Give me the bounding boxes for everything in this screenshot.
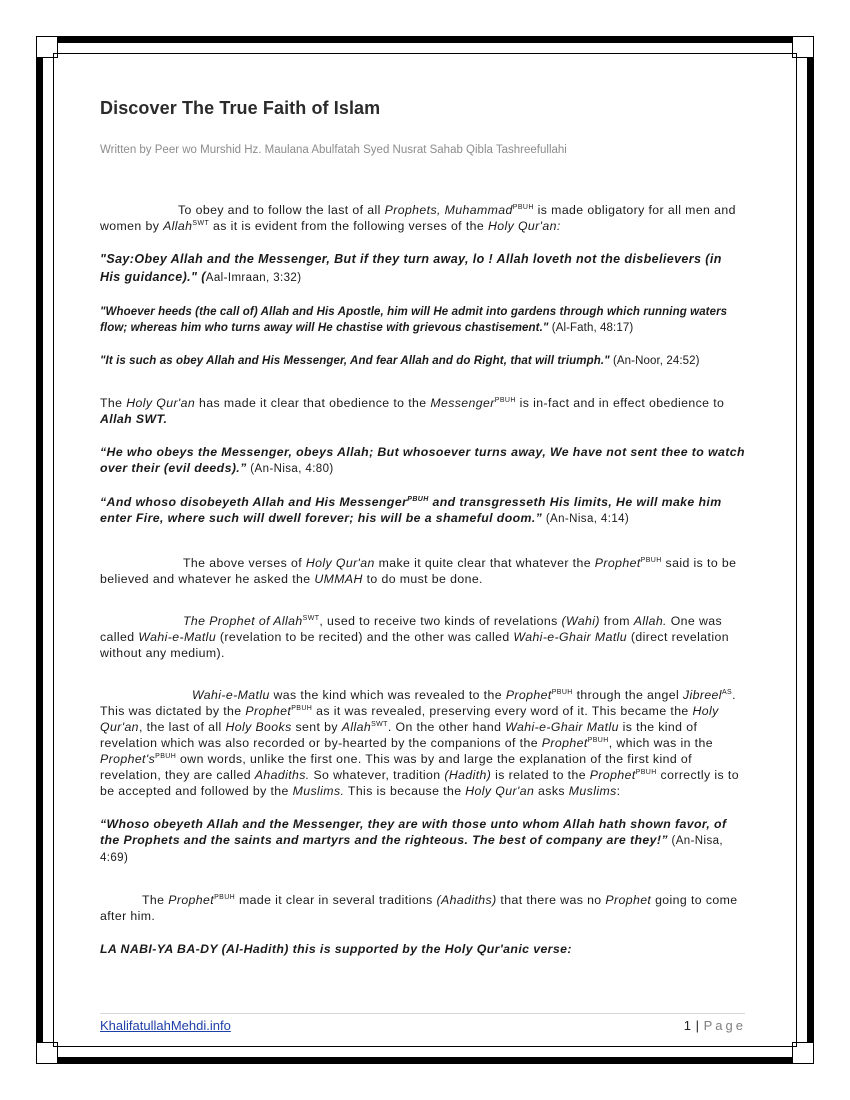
paragraph-last-prophet: The Prophet$^{PBUH}$ made it clear in several traditions (Ahadiths) that there was no Prophet going to come after him. [100, 893, 738, 923]
paragraph-verses-clear: The above verses of Holy Qur'an make it quite clear that whatever the Prophet$^{PBUH}$ said is to be believed and whatever he asked the UMMAH to do must be done. [100, 556, 737, 586]
paragraph-obedience: The Holy Qur'an has made it clear that obedience to the Messenger$^{PBUH}$ is in-fact and in effect obedience to Allah SWT. [100, 396, 725, 426]
author-byline: Written by Peer wo Murshid Hz. Maulana Abulfatah Syed Nusrat Sahab Qibla Tashreefullahi [100, 144, 567, 156]
footer-website-link[interactable]: KhalifatullahMehdi.info [100, 1018, 231, 1033]
quote-aal-imraan: "Say:Obey Allah and the Messenger, But if they turn away, lo ! Allah loveth not the disbelievers (in His guidance)." (Aal-Imraan, 3:32) [100, 252, 722, 284]
document-body [100, 98, 745, 957]
border-corner [36, 36, 58, 58]
footer-divider [100, 1013, 745, 1014]
quote-an-noor: "It is such as obey Allah and His Messenger, And fear Allah and do Right, that will triumph." (An-Noor, 24:52) [100, 355, 700, 367]
quote-an-nisa-14: “And whoso disobeyeth Allah and His Messenger$^{PBUH}$ and transgresseth His limits, He will make him enter Fire, where such will dwell forever; his will be a shameful doom.” (An-Nisa, 4:14) [100, 495, 722, 525]
paragraph-revelations: The Prophet of Allah$^{SWT}$, used to receive two kinds of revelations (Wahi) from Allah. One was called Wahi-e-Matlu (revelation to be recited) and the other was called Wahi-e-Ghair Matlu (direct revelation without any medium). [100, 614, 729, 660]
paragraph-intro: To obey and to follow the last of all Prophets, Muhammad$^{PBUH}$ is made obligatory for all men and women by Allah$^{SWT}$ as it is evident from the following verses of the Holy Qur'an: [100, 203, 736, 233]
border-corner [792, 1042, 814, 1064]
paragraph-wahi-e-matlu: Wahi-e-Matlu was the kind which was revealed to the Prophet$^{PBUH}$ through the angel Jibreel$^{AS}$. This was dictated by the Prophet$^{PBUH}$ as it was revealed, preserving every word of it. This became the Holy Qur'an, the last of all Holy Books sent by Allah$^{SWT}$. On the other hand Wahi-e-Ghair Matlu is the kind of revelation which was also recorded or by-hearted by the companions of the Prophet$^{PBUH}$, which was in the $Prophet's^{PBUH}$ own words, unlike the first one. This was by and large the explanation of the first kind of revelation, they are called Ahadiths. So whatever, tradition (Hadith) is related to the Prophet$^{PBUH}$ correctly is to be accepted and followed by the Muslims. This is because the Holy Qur'an asks Muslims: [100, 688, 739, 798]
quote-an-nisa-69: “Whoso obeyeth Allah and the Messenger, they are with those unto whom Allah hath shown favor, of the Prophets and the saints and martyrs and the righteous. The best of company are they!” (An-Nisa, 4:69) [100, 817, 727, 864]
border-corner [36, 1042, 58, 1064]
quote-an-nisa-80: “He who obeys the Messenger, obeys Allah; But whosoever turns away, We have not sent thee to watch over their (evil deeds).” (An-Nisa, 4:80) [100, 445, 745, 475]
border-corner [792, 36, 814, 58]
paragraph-la-nabi: LA NABI-YA BA-DY (Al-Hadith) this is supported by the Holy Qur'anic verse: [100, 942, 572, 956]
document-title: Discover The True Faith of Islam [100, 98, 381, 118]
page-number: 1 | Page [683, 1018, 746, 1033]
quote-al-fath: "Whoever heeds (the call of) Allah and His Apostle, him will He admit into gardens through which running waters flow; whereas him who turns away will He chastise with grievous chastisement." (Al-Fath, 48:17) [100, 306, 728, 334]
